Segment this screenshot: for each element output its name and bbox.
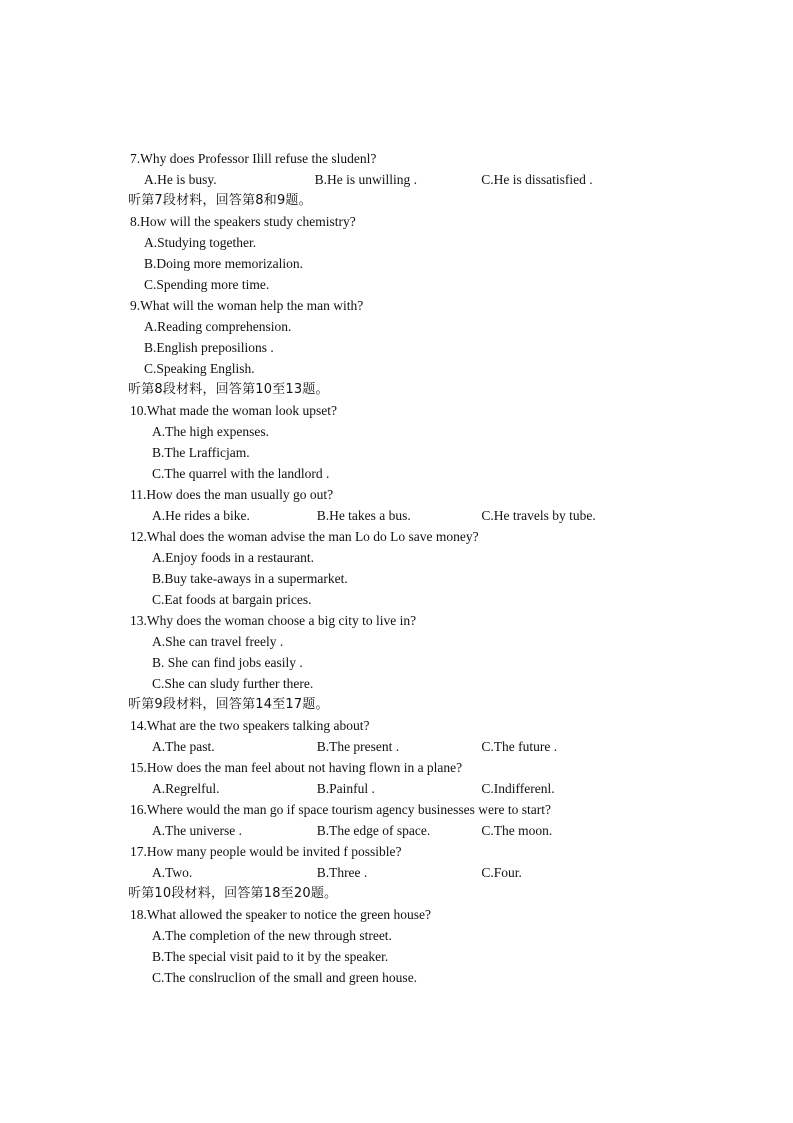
question-18-stem: 18.What allowed the speaker to notice the green house? — [130, 907, 432, 922]
question-7-option-b: B.He is unwilling . — [314, 172, 417, 187]
question-13-option-b: B. She can find jobs easily . — [152, 655, 303, 670]
question-16-stem: 16.Where would the man go if space tourism agency businesses were to start? — [130, 802, 551, 817]
question-list — [128, 148, 648, 988]
question-15-stem: 15.How does the man feel about not having flown in a plane? — [130, 760, 463, 775]
question-10-option-b: B.The Lrafficjam. — [152, 445, 250, 460]
question-13-option-c: C.She can sludy further there. — [152, 676, 314, 691]
question-12-option-b: B.Buy take-aways in a supermarket. — [152, 571, 348, 586]
question-16-option-a: A.The universe . — [152, 823, 242, 838]
question-9-option-b: B.English preposilions . — [144, 340, 274, 355]
question-14-option-b: B.The present . — [316, 739, 400, 754]
question-13-stem: 13.Why does the woman choose a big city to live in? — [130, 613, 417, 628]
question-11-option-c: C.He travels by tube. — [481, 508, 596, 523]
section-9-heading: 听第9段材料，回答第14至17题。 — [128, 697, 329, 712]
question-11-options — [128, 505, 648, 526]
question-10-option-c: C.The quarrel with the landlord . — [152, 466, 330, 481]
question-12-stem: 12.Whal does the woman advise the man Lo do Lo save money? — [130, 529, 479, 544]
section-10-heading: 听第10段材料，回答第18至20题。 — [128, 886, 338, 901]
question-12-option-a: A.Enjoy foods in a restaurant. — [152, 550, 314, 565]
question-10-stem: 10.What made the woman look upset? — [130, 403, 337, 418]
question-12-option-c: C.Eat foods at bargain prices. — [152, 592, 312, 607]
question-17-option-b: B.Three . — [316, 865, 368, 880]
question-18-option-a: A.The completion of the new through street. — [152, 928, 392, 943]
question-14-option-a: A.The past. — [152, 739, 215, 754]
question-7-option-c: C.He is dissatisfied . — [481, 172, 593, 187]
question-15-option-a: A.Regrelful. — [152, 781, 220, 796]
question-17-stem: 17.How many people would be invited f possible? — [130, 844, 402, 859]
question-17-options — [128, 862, 648, 883]
question-9-option-a: A.Reading comprehension. — [144, 319, 292, 334]
question-15-options — [128, 778, 648, 799]
question-16-option-b: B.The edge of space. — [316, 823, 431, 838]
question-11-stem: 11.How does the man usually go out? — [130, 487, 334, 502]
question-14-option-c: C.The future . — [481, 739, 558, 754]
section-8-heading: 听第8段材料，回答第10至13题。 — [128, 382, 329, 397]
question-17-option-c: C.Four. — [481, 865, 522, 880]
question-11-option-b: B.He takes a bus. — [316, 508, 411, 523]
question-18-option-c: C.The conslruclion of the small and green house. — [152, 970, 418, 985]
section-7-heading: 听第7段材料，回答第8和9题。 — [128, 193, 312, 208]
question-13-option-a: A.She can travel freely . — [152, 634, 284, 649]
question-14-options — [128, 736, 648, 757]
question-10-option-a: A.The high expenses. — [152, 424, 269, 439]
question-16-option-c: C.The moon. — [481, 823, 553, 838]
question-8-option-a: A.Studying together. — [144, 235, 257, 250]
question-8-option-c: C.Spending more time. — [144, 277, 270, 292]
question-15-option-b: B.Painful . — [316, 781, 375, 796]
question-15-option-c: C.Indifferenl. — [481, 781, 555, 796]
question-16-options — [128, 820, 648, 841]
question-17-option-a: A.Two. — [152, 865, 193, 880]
question-14-stem: 14.What are the two speakers talking about? — [130, 718, 370, 733]
question-9-option-c: C.Speaking English. — [144, 361, 255, 376]
question-7-option-a: A.He is busy. — [144, 172, 217, 187]
question-7-stem: 7.Why does Professor Ilill refuse the sludenl? — [130, 151, 377, 166]
question-11-option-a: A.He rides a bike. — [152, 508, 250, 523]
question-9-stem: 9.What will the woman help the man with? — [130, 298, 364, 313]
question-18-option-b: B.The special visit paid to it by the speaker. — [152, 949, 389, 964]
question-8-stem: 8.How will the speakers study chemistry? — [130, 214, 356, 229]
question-8-option-b: B.Doing more memorizalion. — [144, 256, 303, 271]
question-7-options — [128, 169, 648, 190]
